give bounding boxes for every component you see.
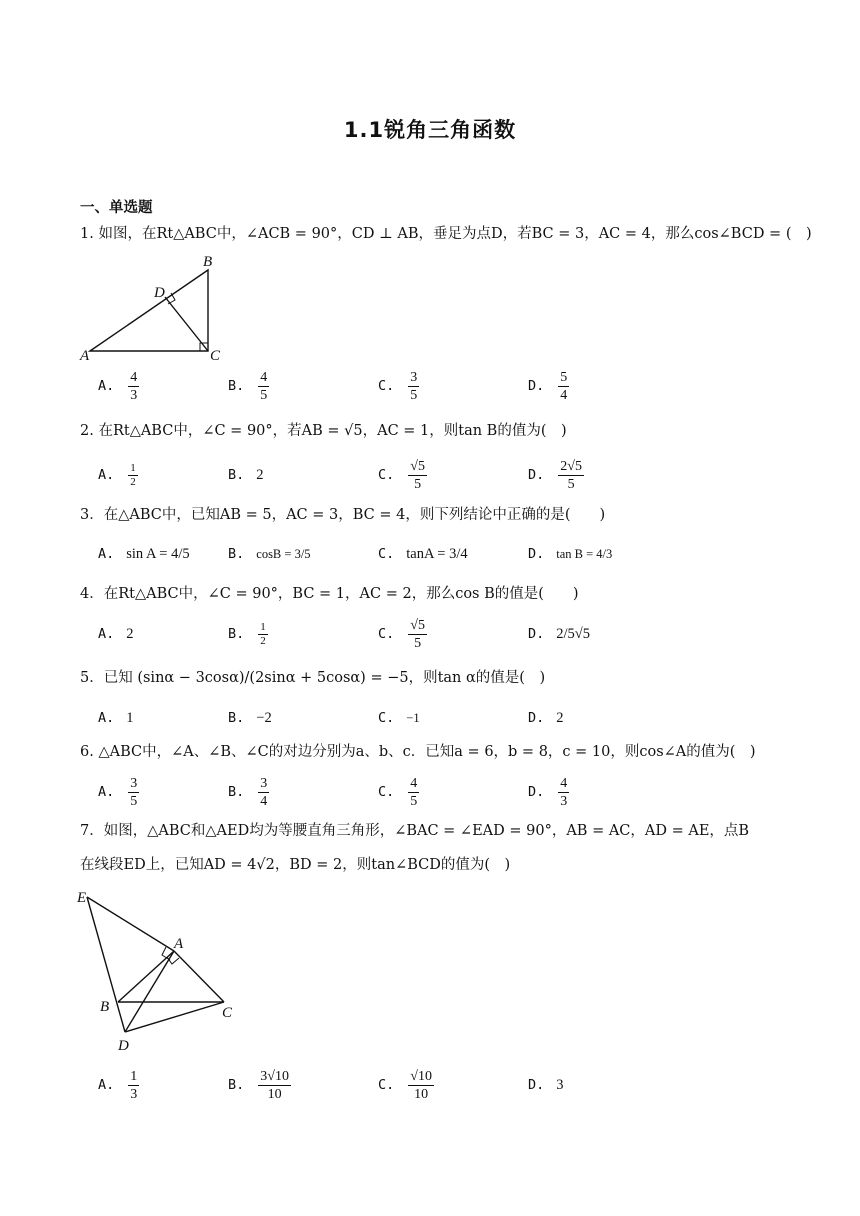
q7-option-a[interactable]: A. $\frac{1}{3}$ bbox=[98, 1068, 138, 1102]
q6-option-d[interactable]: D. $\frac{4}{3}$ bbox=[528, 775, 568, 809]
q7-option-b[interactable]: B. $\frac{3√10}{10}$ bbox=[228, 1068, 289, 1102]
q3-option-a[interactable]: A. sin A = 4/5 bbox=[98, 545, 190, 562]
q5-option-a[interactable]: A. 1 bbox=[98, 709, 134, 726]
question-1-figure bbox=[78, 250, 238, 366]
q6-option-c[interactable]: C. $\frac{4}{5}$ bbox=[378, 775, 418, 809]
question-7-figure bbox=[74, 884, 250, 1056]
q1-option-a[interactable]: A. $\frac{4}{3}$ bbox=[98, 369, 138, 403]
question-7-stem-line-2: 在线段ED上，已知AD = 4√2，BD = 2，则tan∠BCD的值为( ) bbox=[80, 857, 511, 873]
q7-option-c[interactable]: C. $\frac{√10}{10}$ bbox=[378, 1068, 432, 1102]
q5-option-d[interactable]: D. 2 bbox=[528, 709, 564, 726]
question-2-options bbox=[98, 453, 758, 497]
q5-option-c[interactable]: C. −1 bbox=[378, 710, 420, 726]
q3-option-d[interactable]: D. tan B = 4/3 bbox=[528, 546, 613, 562]
q4-option-b[interactable]: B. $\frac{1}{2}$ bbox=[228, 620, 266, 647]
question-3-options bbox=[98, 532, 758, 576]
q6-option-a[interactable]: A. $\frac{3}{5}$ bbox=[98, 775, 138, 809]
question-1-stem: 1. 如图，在Rt△ABC中，∠ACB = 90°，CD ⊥ AB，垂足为点D，若BC = 3，AC = 4，那么cos∠BCD = ( ) bbox=[80, 226, 812, 242]
question-6-options bbox=[98, 770, 758, 814]
q1-option-c[interactable]: C. $\frac{3}{5}$ bbox=[378, 369, 418, 403]
q3-option-c[interactable]: C. tanA = 3/4 bbox=[378, 545, 468, 562]
question-6-stem: 6. △ABC中，∠A、∠B、∠C的对边分别为a、b、c．已知a = 6，b = 8，c = 10，则cos∠A的值为( ) bbox=[80, 744, 756, 760]
question-7-stem-line-1: 7．如图，△ABC和△AED均为等腰直角三角形，∠BAC = ∠EAD = 90°，AB = AC，AD = AE，点B bbox=[80, 823, 750, 839]
fig7-label-a: A bbox=[174, 936, 184, 952]
fig1-label-d: D bbox=[154, 285, 165, 301]
q4-option-c[interactable]: C. $\frac{√5}{5}$ bbox=[378, 617, 425, 651]
q2-option-a[interactable]: A. $\frac{1}{2}$ bbox=[98, 461, 136, 488]
fig7-label-e: E bbox=[77, 890, 87, 906]
question-5-options bbox=[98, 696, 758, 740]
q2-option-d[interactable]: D. $\frac{2√5}{5}$ bbox=[528, 458, 582, 492]
question-3-stem: 3．在△ABC中，已知AB = 5，AC = 3，BC = 4，则下列结论中正确的是( ) bbox=[80, 507, 606, 523]
fig1-label-b: B bbox=[203, 254, 213, 270]
q5-option-b[interactable]: B. −2 bbox=[228, 709, 272, 726]
q4-option-d[interactable]: D. 2/5√5 bbox=[528, 625, 591, 642]
q2-option-b[interactable]: B. 2 bbox=[228, 466, 264, 483]
question-5-stem: 5．已知 (sinα − 3cosα)/(2sinα + 5cosα) = −5，则tan α的值是( ) bbox=[80, 670, 546, 686]
fig1-label-a: A bbox=[80, 348, 90, 364]
q2-option-c[interactable]: C. $\frac{√5}{5}$ bbox=[378, 458, 425, 492]
section-heading: 一、单选题 bbox=[80, 200, 153, 216]
q6-option-b[interactable]: B. $\frac{3}{4}$ bbox=[228, 775, 268, 809]
fig7-label-d: D bbox=[118, 1038, 129, 1054]
page-title: 1.1锐角三角函数 bbox=[343, 118, 517, 142]
q1-option-d[interactable]: D. $\frac{5}{4}$ bbox=[528, 369, 568, 403]
q3-option-b[interactable]: B. cosB = 3/5 bbox=[228, 546, 311, 562]
question-2-stem: 2. 在Rt△ABC中，∠C = 90°，若AB = √5，AC = 1，则tan B的值为( ) bbox=[80, 423, 567, 439]
q4-option-a[interactable]: A. 2 bbox=[98, 625, 134, 642]
fig7-label-c: C bbox=[222, 1005, 233, 1021]
fig1-label-c: C bbox=[210, 348, 221, 364]
question-4-options bbox=[98, 612, 758, 656]
question-1-options bbox=[98, 364, 758, 408]
q1-option-b[interactable]: B. $\frac{4}{5}$ bbox=[228, 369, 268, 403]
question-4-stem: 4．在Rt△ABC中，∠C = 90°，BC = 1，AC = 2，那么cos B的值是( ) bbox=[80, 586, 579, 602]
fig7-label-b: B bbox=[100, 999, 110, 1015]
question-7-options bbox=[98, 1063, 758, 1107]
q7-option-d[interactable]: D. 3 bbox=[528, 1076, 564, 1093]
